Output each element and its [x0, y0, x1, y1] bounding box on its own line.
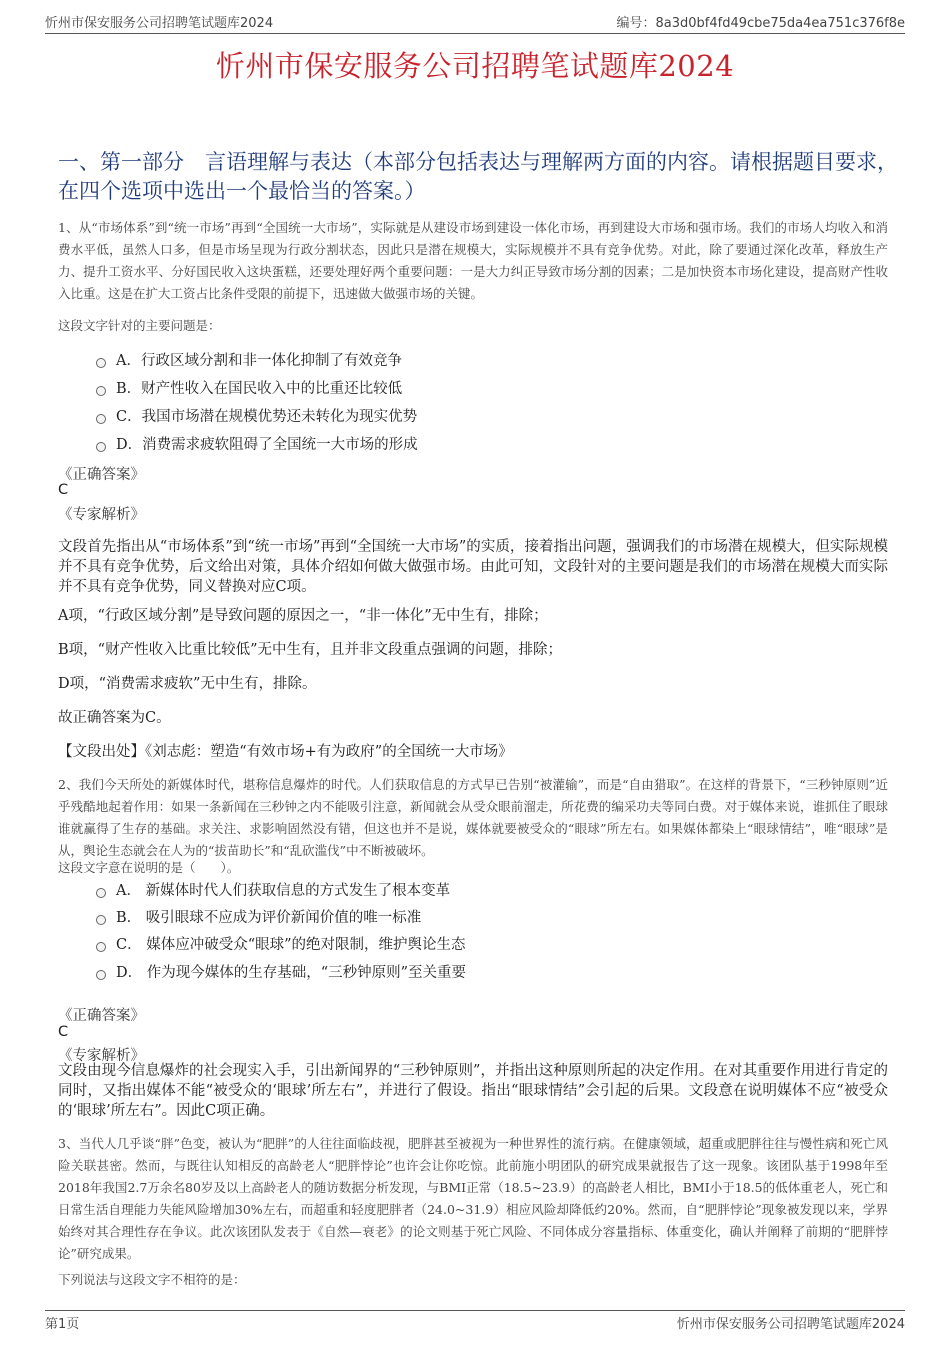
question-1-analysis-p3: B项，“财产性收入比重比较低”无中生有，且并非文段重点强调的问题，排除；: [58, 642, 562, 658]
option-label: B．财产性收入在国民收入中的比重还比较低: [116, 381, 403, 397]
question-2-analysis-label: 《专家解析》: [58, 1048, 145, 1064]
question-1-analysis-p2: A项，“行政区域分割”是导致问题的原因之一，“非一体化”无中生有，排除；: [58, 608, 548, 624]
question-1-option-d[interactable]: [96, 433, 418, 454]
page-title: 忻州市保安服务公司招聘笔试题库2024: [215, 49, 735, 83]
option-label: A． 新媒体时代人们获取信息的方式发生了根本变革: [116, 883, 451, 899]
question-1-option-b[interactable]: [96, 377, 402, 398]
question-2-option-c[interactable]: [96, 933, 466, 954]
footer-title: 忻州市保安服务公司招聘笔试题库2024: [676, 1317, 905, 1332]
radio-icon[interactable]: [96, 942, 106, 952]
question-2-option-b[interactable]: [96, 906, 421, 927]
question-1-prompt: 这段文字针对的主要问题是：: [58, 318, 221, 333]
header-doc-id: 编号：8a3d0bf4fd49cbe75da4ea751c376f8e: [616, 16, 905, 31]
question-2-answer-label: 《正确答案》: [58, 1008, 145, 1024]
option-label: A．行政区域分割和非一体化抑制了有效竞争: [116, 353, 402, 369]
header-divider: [45, 33, 905, 34]
radio-icon[interactable]: [96, 442, 106, 452]
question-1-analysis-p1: 文段首先指出从“市场体系”到“统一市场”再到“全国统一大市场”的实质，接着指出问题，强调我们的市场潜在规模大，但实际规模并不具有竞争优势，后文给出对策，具体介绍如何做大做强市场。由此可知，文段针对的主要问题是我们的市场潜在规模大而实际并不具有竞争优势，同义替换对应C项。: [58, 539, 888, 595]
header-left: 忻州市保安服务公司招聘笔试题库2024: [45, 16, 274, 31]
radio-icon[interactable]: [96, 888, 106, 898]
section-heading: 一、第一部分 言语理解与表达（本部分包括表达与理解两方面的内容。请根据题目要求，在四个选项中选出一个最恰当的答案。）: [58, 150, 898, 203]
radio-icon[interactable]: [96, 915, 106, 925]
question-3-stem: 3、当代人几乎谈“胖”色变，被认为“肥胖”的人往往面临歧视，肥胖甚至被视为一种世界性的流行病。在健康领域，超重或肥胖往往与慢性病和死亡风险关联甚密。然而，与既往认知相反的高龄老人“肥胖悖论”也许会让你吃惊。此前施小明团队的研究成果就报告了这一现象。该团队基于1998年至2018年我国2.7万余名80岁及以上高龄老人的随访数据分析发现，与BMI正常（18.5~23.9）的高龄老人相比，BMI小于18.5的低体重老人，死亡和日常生活自理能力失能风险增加30%左右，而超重和轻度肥胖者（24.0~31.9）相应风险却降低约20%。然而，自“肥胖悖论”现象被发现以来，学界始终对其合理性存在争议。此次该团队发表于《自然—衰老》的论文则基于死亡风险、不同体成分容量指标、体重变化，确认并阐释了前期的“肥胖悖论”研究成果。: [58, 1136, 888, 1261]
question-1-stem: 1、从“市场体系”到“统一市场”再到“全国统一大市场”，实际就是从建设市场到建设一体化市场，再到建设大市场和强市场。我们的市场人均收入和消费水平低，虽然人口多，但是市场呈现为行政分割状态，因此只是潜在规模大，实际规模并不具有竞争优势。对此，除了要通过深化改革，释放生产力、提升工资水平、分好国民收入这块蛋糕，还要处理好两个重要问题：一是大力纠正导致市场分割的因素；二是加快资本市场化建设，提高财产性收入比重。这是在扩大工资占比条件受限的前提下，迅速做大做强市场的关键。: [58, 220, 888, 301]
question-1-analysis-p4: D项，“消费需求疲软”无中生有，排除。: [58, 676, 317, 692]
question-1-analysis-p5: 故正确答案为C。: [58, 710, 171, 726]
question-2-stem: 2、我们今天所处的新媒体时代，堪称信息爆炸的时代。人们获取信息的方式早已告别“被灌输”，而是“自由猎取”。在这样的背景下，“三秒钟原则”近乎残酷地起着作用：如果一条新闻在三秒钟之内不能吸引注意，新闻就会从受众眼前溜走，所花费的编采功夫等同白费。对于媒体来说，谁抓住了眼球谁就赢得了生存的基础。求关注、求影响固然没有错，但这也并不是说，媒体就要被受众的“眼球”所左右。如果媒体都染上“眼球情结”，唯“眼球”是从，舆论生态就会在人为的“拔苗助长”和“乱砍滥伐”中不断被破坏。: [58, 777, 888, 858]
radio-icon[interactable]: [96, 358, 106, 368]
question-2-option-a[interactable]: [96, 879, 450, 900]
radio-icon[interactable]: [96, 970, 106, 980]
question-1-analysis-label: 《专家解析》: [58, 507, 145, 523]
option-label: C．我国市场潜在规模优势还未转化为现实优势: [116, 409, 418, 425]
option-label: D．消费需求疲软阻碍了全国统一大市场的形成: [116, 437, 418, 453]
question-1-source: 【文段出处】《刘志彪：塑造“有效市场+有为政府”的全国统一大市场》: [58, 744, 513, 760]
question-1-answer: C: [58, 482, 69, 498]
radio-icon[interactable]: [96, 386, 106, 396]
radio-icon[interactable]: [96, 414, 106, 424]
question-2-analysis: 文段由现今信息爆炸的社会现实入手，引出新闻界的“三秒钟原则”，并指出这种原则所起的决定作用。在对其重要作用进行肯定的同时，又指出媒体不能“被受众的‘眼球’所左右”，并进行了假设。指出“眼球情结”会引起的后果。文段意在说明媒体不应“被受众的‘眼球’所左右”。因此C项正确。: [58, 1063, 888, 1119]
question-1-answer-label: 《正确答案》: [58, 467, 145, 483]
question-3-prompt: 下列说法与这段文字不相符的是：: [58, 1272, 246, 1287]
question-2-answer: C: [58, 1024, 69, 1040]
option-label: C． 媒体应冲破受众“眼球”的绝对限制，维护舆论生态: [116, 937, 466, 953]
footer-divider: [45, 1310, 905, 1311]
question-1-option-a[interactable]: [96, 349, 402, 370]
question-2-prompt: 这段文字意在说明的是（ ）。: [58, 860, 240, 875]
page-number: 第1页: [45, 1317, 80, 1332]
option-label: D． 作为现今媒体的生存基础，“三秒钟原则”至关重要: [116, 965, 467, 981]
option-label: B． 吸引眼球不应成为评价新闻价值的唯一标准: [116, 910, 422, 926]
question-2-option-d[interactable]: [96, 961, 466, 982]
question-1-option-c[interactable]: [96, 405, 417, 426]
